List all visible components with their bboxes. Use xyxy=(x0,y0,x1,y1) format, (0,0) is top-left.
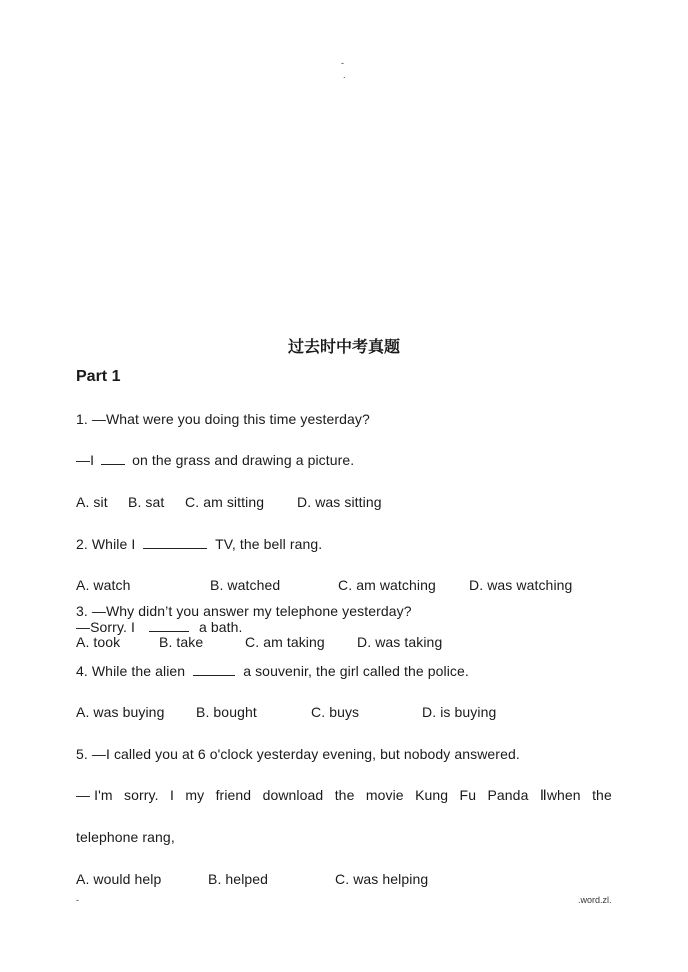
answer-blank xyxy=(143,537,207,549)
question-1-reply xyxy=(76,452,354,468)
option-a: A. watch xyxy=(76,577,131,593)
stem-suffix: a souvenir, the girl called the police. xyxy=(243,663,469,679)
question-2-options xyxy=(76,577,616,595)
option-d: D. was watching xyxy=(469,577,573,593)
stem-prefix: 4. While the alien xyxy=(76,663,186,679)
option-b: B. take xyxy=(159,634,204,650)
reply-prefix: —Sorry. I xyxy=(76,619,135,635)
answer-blank xyxy=(149,620,189,632)
option-c: C. was helping xyxy=(335,871,429,887)
reply-word: Fu xyxy=(459,787,477,803)
question-3-options xyxy=(76,634,616,652)
reply-suffix: a bath. xyxy=(198,619,243,635)
answer-blank xyxy=(101,453,125,465)
answer-blank xyxy=(193,664,235,676)
option-a: A. was buying xyxy=(76,704,165,720)
option-c: C. am watching xyxy=(338,577,436,593)
reply-word: sorry. xyxy=(124,787,159,803)
reply-suffix: on the grass and drawing a picture. xyxy=(132,452,355,468)
footer-left-mark: - xyxy=(76,895,79,905)
question-5-reply-continued: telephone rang, xyxy=(76,829,175,845)
part-heading: Part 1 xyxy=(76,368,121,385)
question-5-stem: 5. —I called you at 6 o'clock yesterday evening, but nobody answered. xyxy=(76,746,520,762)
option-c: C. am taking xyxy=(245,634,325,650)
question-3-stem: 3. —Why didn’t you answer my telephone yesterday? xyxy=(76,603,412,619)
option-d: D. is buying xyxy=(422,704,497,720)
reply-word: the xyxy=(334,787,355,803)
option-b: B. helped xyxy=(208,871,269,887)
option-c: C. am sitting xyxy=(185,494,265,510)
reply-word: — I'm xyxy=(76,787,113,803)
option-b: B. sat xyxy=(128,494,165,510)
option-b: B. bought xyxy=(196,704,257,720)
option-a: A. took xyxy=(76,634,121,650)
question-1-options xyxy=(76,494,616,512)
option-a: A. sit xyxy=(76,494,108,510)
page-title: 过去时中考真题 xyxy=(288,339,401,356)
question-3-reply xyxy=(76,619,243,635)
option-d: D. was taking xyxy=(357,634,443,650)
question-4-stem xyxy=(76,663,469,679)
reply-word: movie xyxy=(365,787,404,803)
reply-word: I xyxy=(169,787,174,803)
reply-word: friend xyxy=(215,787,252,803)
question-2-stem xyxy=(76,536,322,552)
option-c: C. buys xyxy=(311,704,360,720)
reply-prefix: —I xyxy=(76,452,95,468)
reply-word: Kung xyxy=(415,787,449,803)
footer-right-mark: .word.zl. xyxy=(578,895,612,905)
reply-word: Panda xyxy=(487,787,529,803)
reply-word: the xyxy=(592,787,612,803)
question-1-stem: 1. —What were you doing this time yesterday? xyxy=(76,411,370,427)
reply-word: download xyxy=(262,787,324,803)
stem-prefix: 2. While I xyxy=(76,536,136,552)
option-b: B. watched xyxy=(210,577,281,593)
reply-word: my xyxy=(185,787,205,803)
reply-word: Ⅱwhen xyxy=(539,787,581,803)
stem-suffix: TV, the bell rang. xyxy=(215,536,323,552)
header-dot: . xyxy=(343,70,346,80)
question-5-options xyxy=(76,871,616,889)
option-d: D. was sitting xyxy=(297,494,382,510)
header-mark: - xyxy=(341,58,344,68)
question-5-reply xyxy=(76,787,612,804)
question-4-options xyxy=(76,704,616,722)
option-a: A. would help xyxy=(76,871,162,887)
